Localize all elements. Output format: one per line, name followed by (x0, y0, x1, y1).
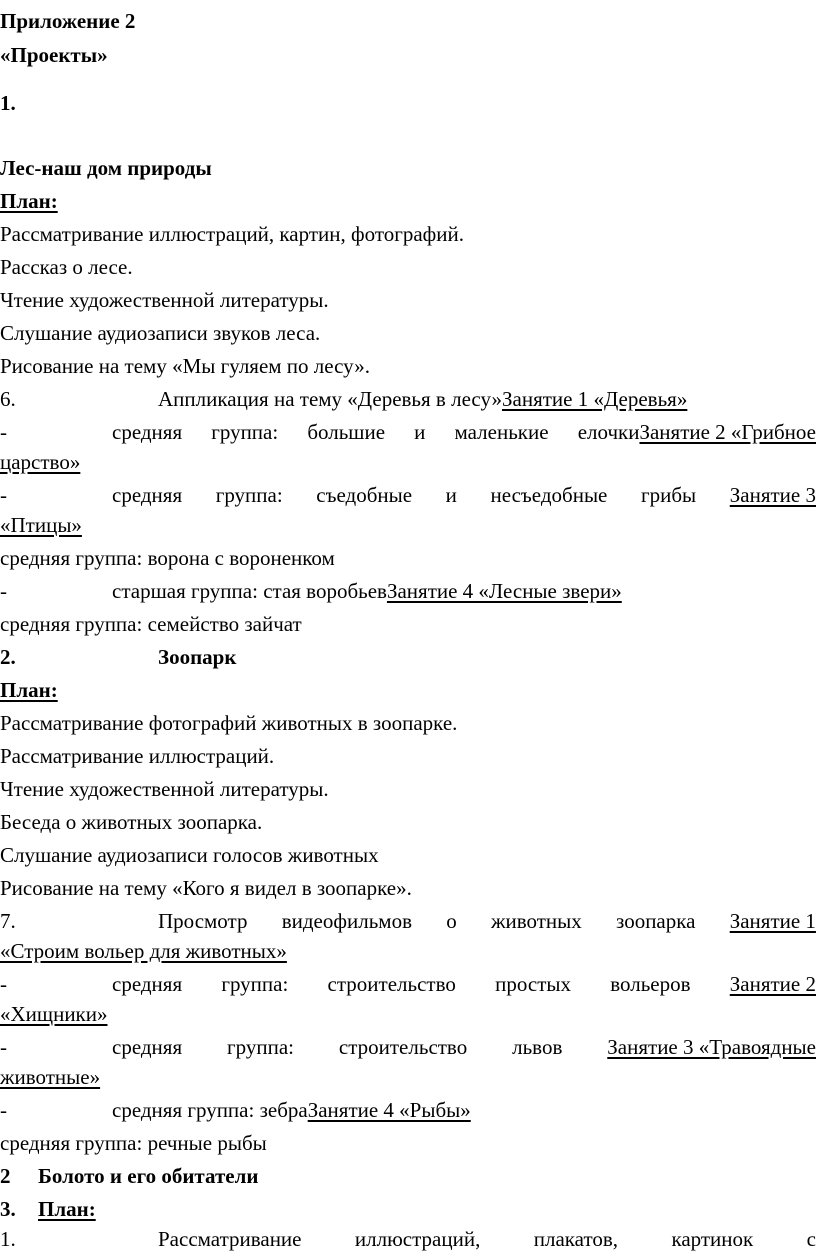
word: простых (495, 972, 571, 996)
section-number: 2 (0, 1164, 11, 1188)
word: средняя (112, 972, 183, 996)
lesson-link-continuation[interactable]: «Строим вольер для животных» (0, 939, 287, 963)
item-text-label: средняя группа: зебра (112, 1098, 308, 1122)
word: елочки (577, 420, 640, 444)
text-line: средняя группа: речные рыбы (0, 1131, 267, 1155)
word: видеофильмов (281, 909, 412, 933)
lesson-link[interactable]: Занятие 4 «Лесные звери» (386, 579, 622, 603)
list-item (0, 480, 816, 510)
lesson-link-continuation[interactable]: царство» (0, 450, 81, 474)
justified-line (112, 1032, 816, 1062)
word: группа: (215, 483, 283, 507)
list-item (0, 1032, 816, 1062)
word: с (806, 1227, 816, 1251)
dash-marker: - (0, 972, 7, 996)
word-with-link (578, 417, 816, 447)
word: съедобные (316, 483, 413, 507)
plan-item: Рассматривание иллюстраций. (0, 744, 275, 768)
plan-item: Рассматривание иллюстраций, картин, фотографий. (0, 222, 464, 246)
lesson-link[interactable]: Занятие 2 (729, 972, 816, 996)
word: строительство (338, 1035, 468, 1059)
section-title: Болото и его обитатели (38, 1164, 259, 1188)
plan-item: Слушание аудиозаписи звуков леса. (0, 321, 321, 345)
justified-line (112, 480, 816, 510)
plan-item: Рисование на тему «Мы гуляем по лесу». (0, 354, 370, 378)
list-item (0, 1224, 816, 1254)
plan-heading (0, 1194, 816, 1224)
appendix-title: «Проекты» (0, 43, 108, 67)
word: картинок (671, 1227, 754, 1251)
section-title: Зоопарк (158, 645, 237, 669)
list-item (0, 1095, 816, 1125)
item-number: 7. (0, 909, 16, 933)
word: вольеров (610, 972, 691, 996)
word: и (445, 483, 457, 507)
dash-marker: - (0, 1098, 7, 1122)
section-heading (0, 642, 816, 672)
plan-label: План: (0, 189, 58, 213)
section-title: Лес-наш дом природы (0, 156, 212, 180)
section-number: 2. (0, 645, 16, 669)
word: средняя (112, 420, 183, 444)
plan-label: План: (0, 678, 58, 702)
lesson-link[interactable]: Занятие 4 «Рыбы» (307, 1098, 471, 1122)
lesson-link-continuation[interactable]: «Птицы» (0, 513, 82, 537)
section-number: 1. (0, 91, 16, 115)
justified-line (112, 969, 816, 999)
word: средняя (112, 1035, 183, 1059)
item-text-label: старшая группа: стая воробьев (112, 579, 387, 603)
lesson-link[interactable]: Занятие 2 «Грибное (639, 420, 816, 444)
plan-item: Рисование на тему «Кого я видел в зоопарке». (0, 876, 412, 900)
lesson-link[interactable]: Занятие 3 (729, 483, 816, 507)
item-text (112, 1095, 471, 1125)
dash-marker: - (0, 420, 7, 444)
word: грибы (640, 483, 697, 507)
word: большие (307, 420, 386, 444)
plan-item: Рассматривание фотографий животных в зоопарке. (0, 711, 458, 735)
item-text-label: Аппликация на тему «Деревья в лесу» (158, 387, 502, 411)
item-number: 1. (0, 1227, 16, 1251)
plan-item: Чтение художественной литературы. (0, 288, 329, 312)
text-line: средняя группа: семейство зайчат (0, 612, 302, 636)
word: зоопарка (616, 909, 696, 933)
list-item (0, 417, 816, 447)
word: плакатов, (533, 1227, 619, 1251)
list-item (0, 906, 816, 936)
dash-marker: - (0, 483, 7, 507)
plan-item: Слушание аудиозаписи голосов животных (0, 843, 379, 867)
dash-marker: - (0, 579, 7, 603)
plan-item: Чтение художественной литературы. (0, 777, 329, 801)
word: львов (512, 1035, 563, 1059)
text-line: средняя группа: ворона с вороненком (0, 546, 335, 570)
lesson-link-continuation[interactable]: «Хищники» (0, 1002, 108, 1026)
appendix-label: Приложение 2 (0, 9, 136, 33)
item-text (158, 384, 687, 414)
dash-marker: - (0, 1035, 7, 1059)
word: средняя (112, 483, 183, 507)
item-text (112, 576, 622, 606)
word: строительство (327, 972, 456, 996)
plan-item: Рассказ о лесе. (0, 255, 133, 279)
justified-line (158, 1224, 816, 1254)
justified-line (112, 417, 816, 447)
word: о (446, 909, 457, 933)
lesson-link[interactable]: Занятие 1 «Деревья» (501, 387, 688, 411)
word: Рассматривание (158, 1227, 302, 1251)
plan-item: Беседа о животных зоопарка. (0, 810, 263, 834)
justified-line (158, 906, 816, 936)
item-number: 6. (0, 387, 16, 411)
word: и (414, 420, 426, 444)
list-item (0, 969, 816, 999)
section-heading (0, 1161, 816, 1191)
word: несъедобные (490, 483, 608, 507)
word: маленькие (454, 420, 549, 444)
lesson-link[interactable]: Занятие 3 «Травоядные (607, 1035, 816, 1059)
word: животных (490, 909, 582, 933)
lesson-link[interactable]: Занятие 1 (729, 909, 816, 933)
list-item (0, 384, 816, 414)
plan-label: План: (38, 1197, 96, 1221)
plan-number: 3. (0, 1197, 16, 1221)
word: иллюстраций, (354, 1227, 481, 1251)
lesson-link-continuation[interactable]: животные» (0, 1065, 101, 1089)
list-item (0, 576, 816, 606)
word: группа: (227, 1035, 294, 1059)
word: группа: (211, 420, 279, 444)
word: группа: (221, 972, 289, 996)
word: Просмотр (158, 909, 248, 933)
